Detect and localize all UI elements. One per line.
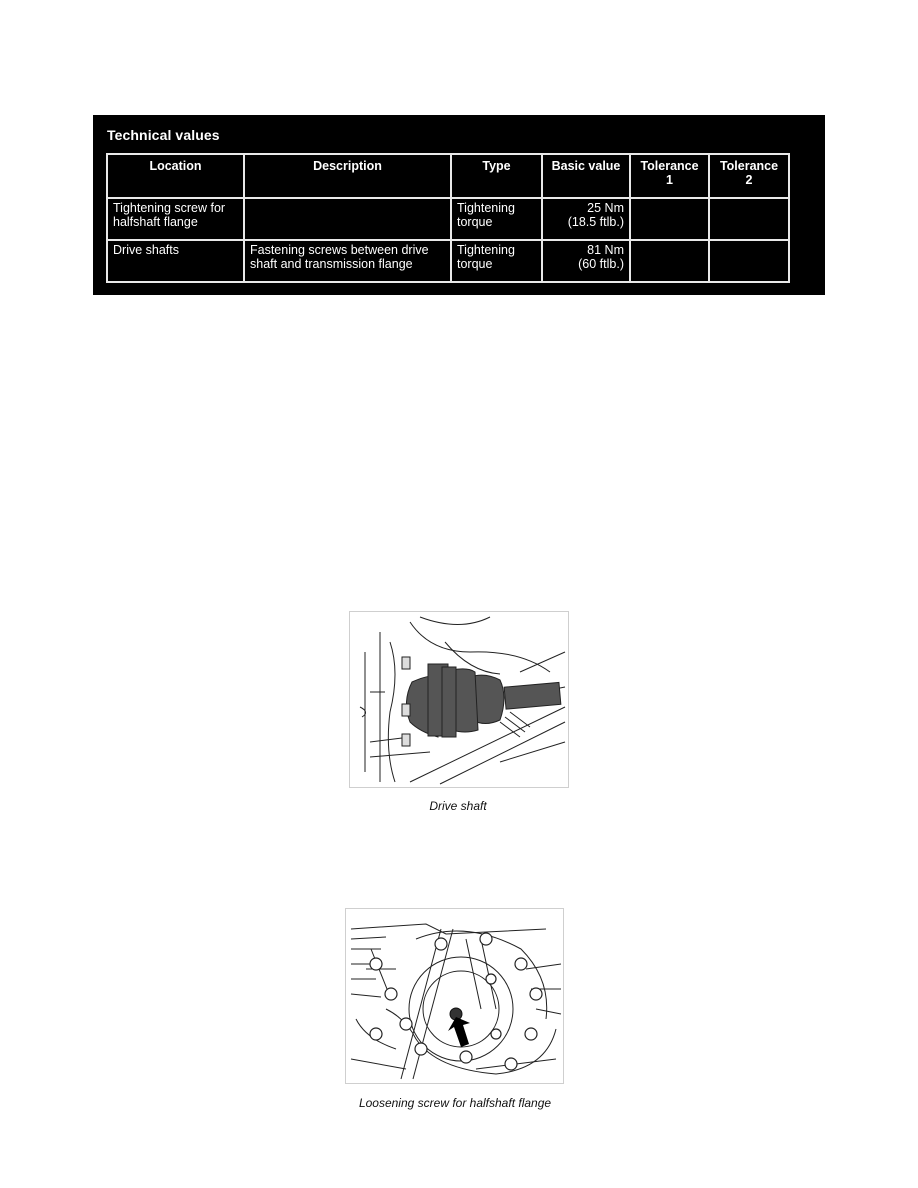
cell-tolerance-2 (709, 198, 789, 240)
table-row (107, 198, 789, 240)
cell-tolerance-1 (630, 198, 709, 240)
drive-shaft-illustration (350, 612, 568, 787)
column-header-tolerance-2: Tolerance 2 (709, 154, 789, 198)
cell-basic-value (542, 240, 630, 282)
column-header-location: Location (107, 154, 244, 198)
technical-values-table (106, 153, 790, 283)
cell-description: Fastening screws between drive shaft and transmission flange (244, 240, 451, 282)
drive-shaft-figure (349, 611, 569, 788)
basic-value-metric: 25 Nm (587, 201, 624, 215)
cell-description (244, 198, 451, 240)
cell-location: Drive shafts (107, 240, 244, 282)
basic-value-imperial: (18.5 ftlb.) (567, 215, 624, 229)
table-header-row (107, 154, 789, 198)
cell-tolerance-1 (630, 240, 709, 282)
halfshaft-flange-figure (345, 908, 564, 1084)
technical-values-title: Technical values (107, 127, 220, 143)
column-header-basic-value: Basic value (542, 154, 630, 198)
arrow-up-icon (448, 1017, 470, 1047)
table-row (107, 240, 789, 282)
column-header-type: Type (451, 154, 542, 198)
cell-type: Tightening torque (451, 240, 542, 282)
cell-type: Tightening torque (451, 198, 542, 240)
cell-location: Tightening screw for halfshaft flange (107, 198, 244, 240)
technical-values-panel (93, 115, 825, 295)
halfshaft-flange-caption: Loosening screw for halfshaft flange (358, 1096, 552, 1110)
basic-value-imperial: (60 ftlb.) (578, 257, 624, 271)
cell-basic-value (542, 198, 630, 240)
basic-value-metric: 81 Nm (587, 243, 624, 257)
transmission-flange-screw-illustration (346, 909, 563, 1083)
cell-tolerance-2 (709, 240, 789, 282)
drive-shaft-caption: Drive shaft (429, 799, 487, 813)
column-header-tolerance-1: Tolerance 1 (630, 154, 709, 198)
column-header-description: Description (244, 154, 451, 198)
